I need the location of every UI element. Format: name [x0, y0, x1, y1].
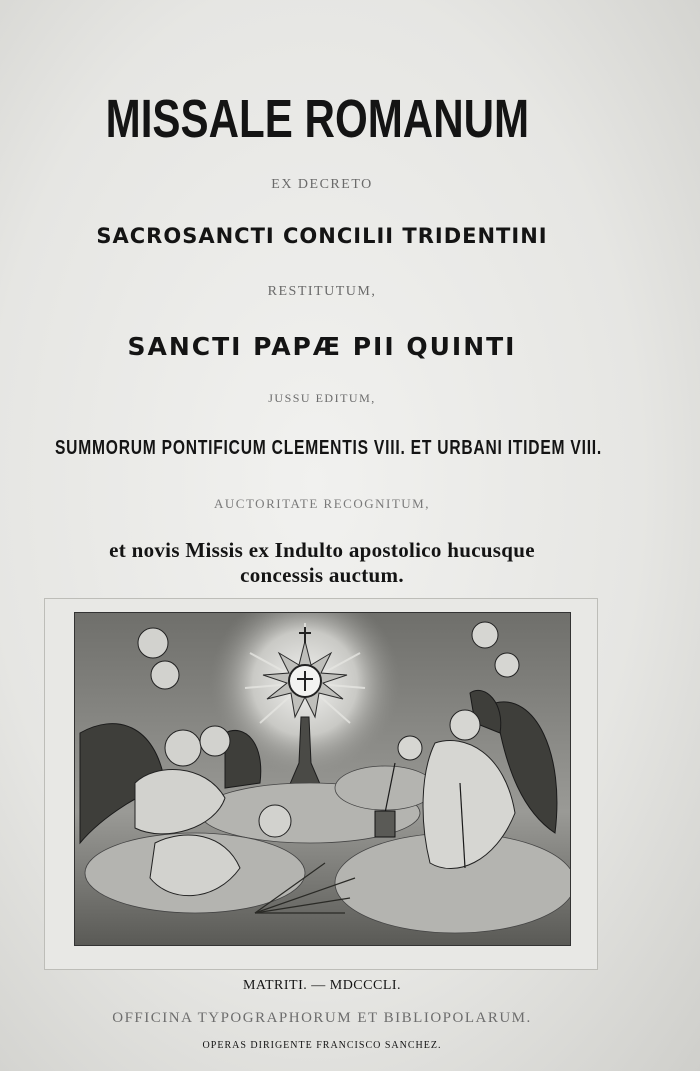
- subtitle-council: SACROSANCTI CONCILII TRIDENTINI: [96, 224, 548, 248]
- subtitle-indulto: [0, 538, 672, 588]
- imprint-printer: OFFICINA TYPOGRAPHORUM ET BIBLIOPOLARUM.: [112, 1010, 532, 1026]
- imprint-director: OPERAS DIRIGENTE FRANCISCO SANCHEZ.: [202, 1040, 442, 1051]
- subtitle-jussu: JUSSU EDITUM,: [268, 391, 376, 405]
- subtitle-pope: SANCTI PAPÆ PII QUINTI: [127, 332, 517, 361]
- subtitle-pontiffs: SUMMORUM PONTIFICUM CLEMENTIS VIII. ET URBANI ITIDEM VIII.: [55, 437, 603, 459]
- subtitle-restitutum: RESTITUTUM,: [267, 284, 377, 299]
- engraving-monstrance-angels: [74, 612, 571, 946]
- subtitle-indulto-line2: concessis auctum.: [240, 563, 404, 587]
- book-title: MISSALE ROMANUM: [105, 89, 530, 149]
- imprint-place-date: MATRITI. — MDCCCLI.: [242, 978, 402, 993]
- subtitle-ex-decreto: EX DECRETO: [271, 177, 373, 192]
- subtitle-indulto-line1: et novis Missis ex Indulto apostolico hucusque: [109, 538, 535, 562]
- subtitle-auctoritate: AUCTORITATE RECOGNITUM,: [214, 496, 430, 511]
